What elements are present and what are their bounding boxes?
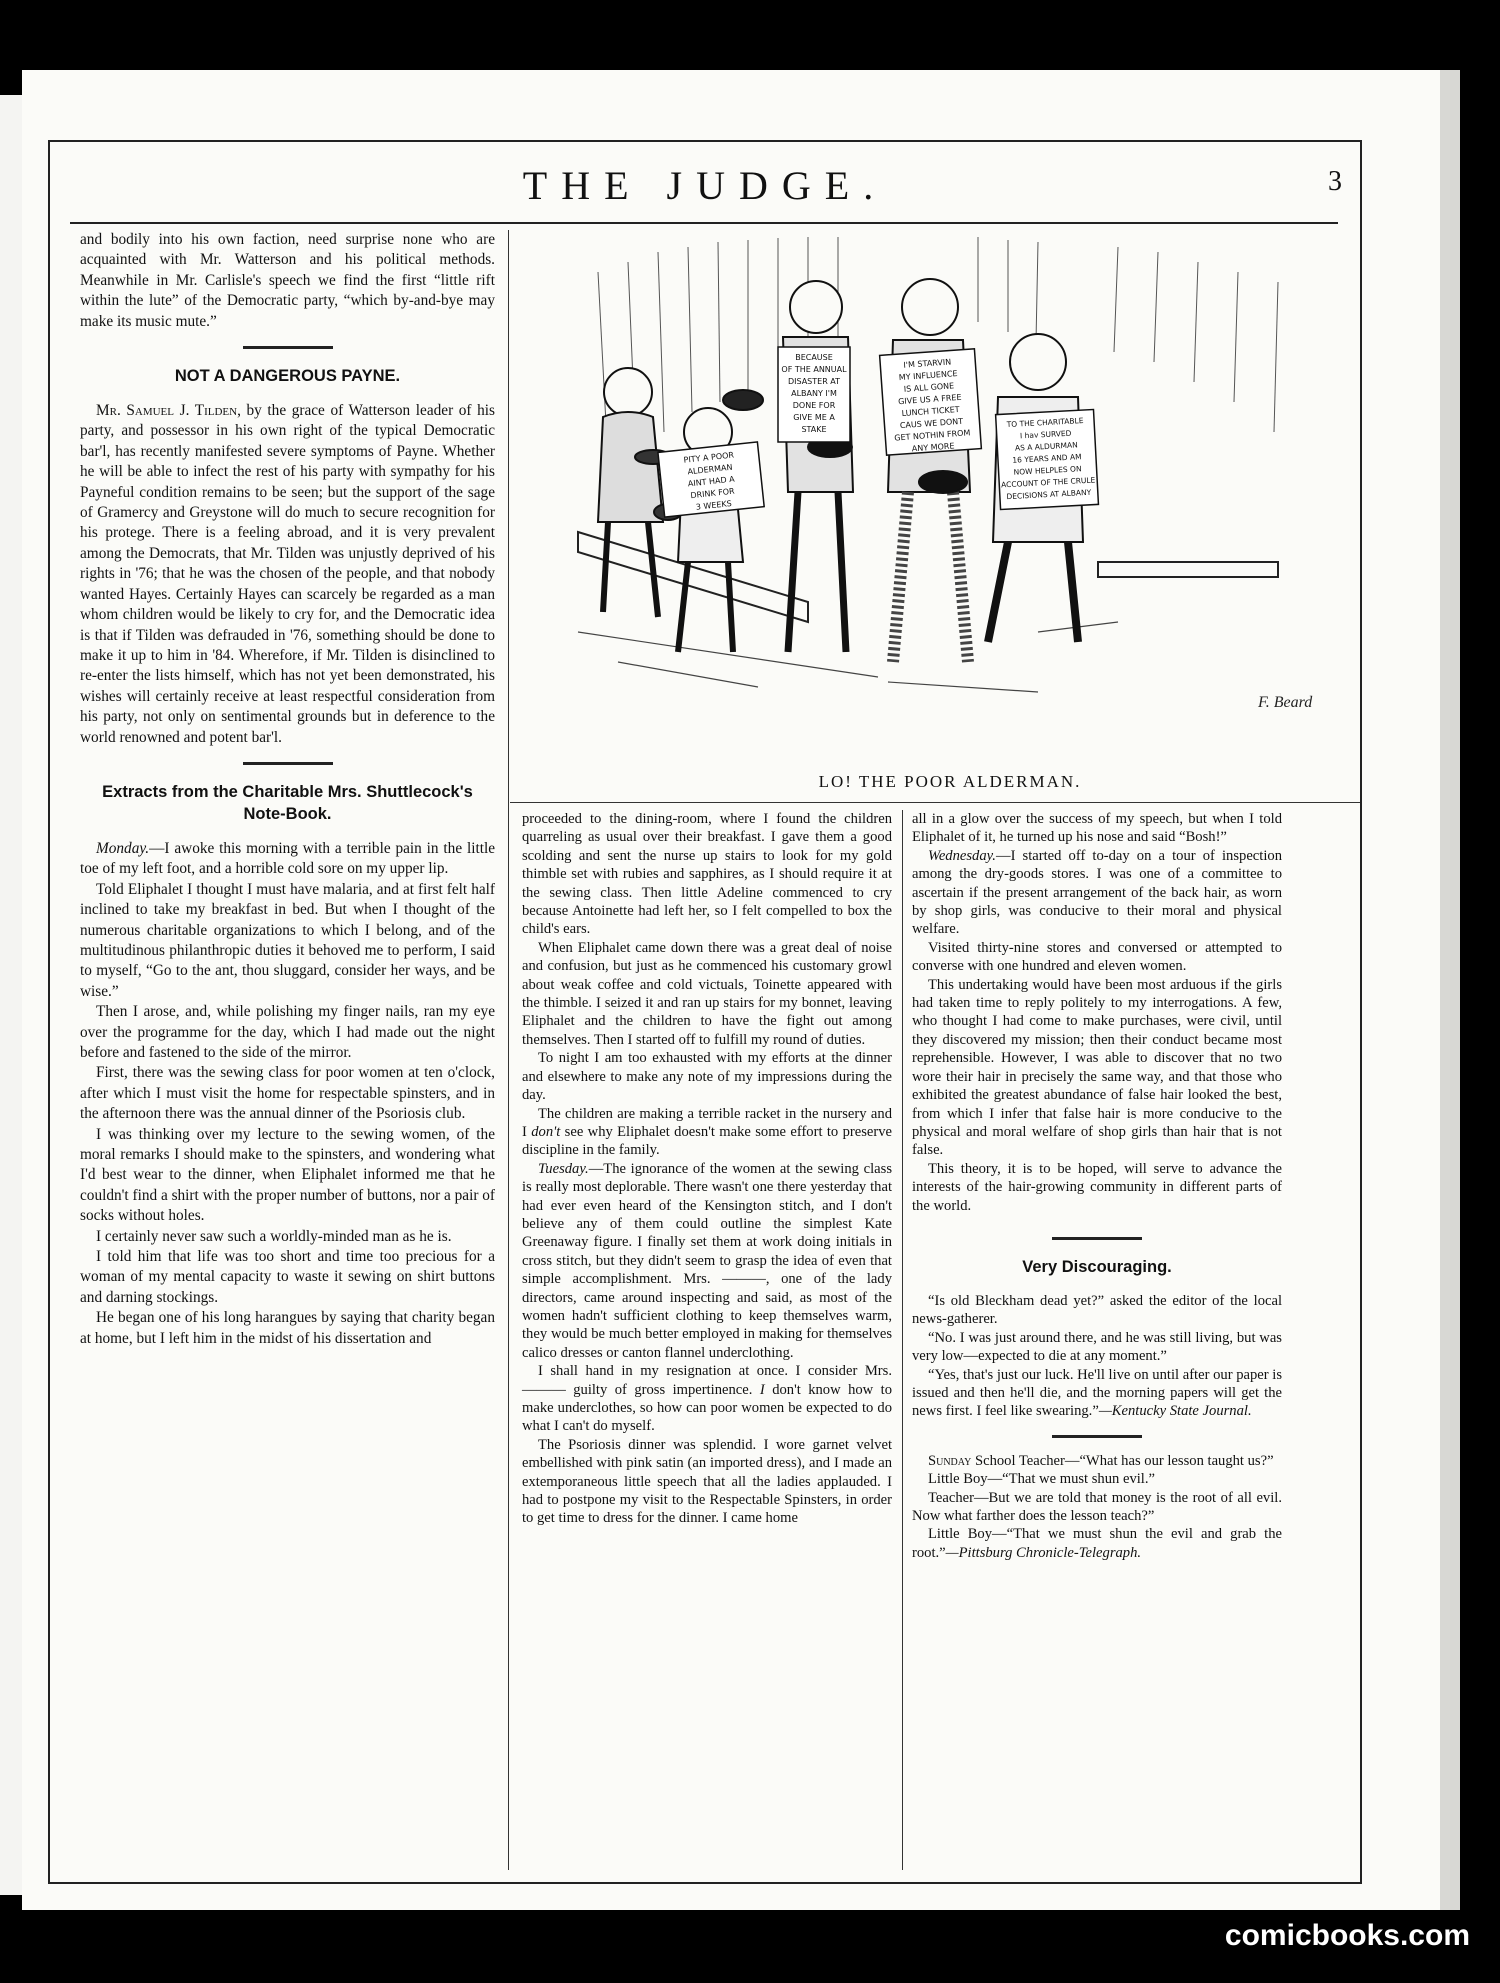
masthead: THE JUDGE. <box>522 163 888 208</box>
paragraph: Teacher—But we are told that money is the root of all evil. Now what farther does the lesson teach?” <box>912 1489 1282 1524</box>
article-heading-shuttlecock: Extracts from the Charitable Mrs. Shuttlecock's Note-Book. <box>102 782 473 823</box>
alderman-figure-4 <box>888 279 970 662</box>
paragraph: proceeded to the dining-room, where I found the children quarreling as usual over their breakfast. I gave them a good scolding and sent the nurse up stairs to look for my gold thimble set with rubies and sapphires, as I should require it at the sewing class. Then little Adeline commenced to cry because Antoinette had left her, so I felt compelled to box the child's ears. <box>522 811 892 938</box>
sign4-line: 16 YEARS AND AM <box>1012 452 1082 465</box>
sign3-line: MY INFLUENCE <box>898 369 958 383</box>
cartoon-illustration <box>558 232 1348 802</box>
site-watermark: comicbooks.com <box>1224 1919 1470 1952</box>
paragraph: I told him that life was too short and time too precious for a woman of my mental capacity to waste it sewing on shirt buttons and darning stockings. <box>80 1248 495 1306</box>
adjacent-page-edge <box>0 95 24 1895</box>
paragraph: Visited thirty-nine stores and conversed or attempted to converse with one hundred and eleven women. <box>912 939 1282 975</box>
paragraph: The children are making a terrible racket in the nursery and I don't see why Eliphalet doesn't make some effort to preserve discipline in the family. <box>522 1105 892 1159</box>
sign2-line: OF THE ANNUAL <box>781 365 847 374</box>
section-divider <box>1052 1435 1142 1438</box>
sign3-line: GIVE US A FREE <box>897 392 962 407</box>
tuesday-paragraph: Tuesday.—The ignorance of the women at the sewing class is really most deplorable. There wasn't one there yesterday that had ever even heard of the Kensington stitch, and I don't believe any of them could outline the simplest Kate Greenaway figure. I finally set them at work doing initials in cross stitch, but they didn't seem to grasp the idea of even that simple accomplishment. Mrs. ———, one of the lady directors, came around inspecting and said, as most of the women hadn't sufficient clothing to keep themselves warm, they would be much better employed in making for themselves calico dresses or canton flannel underclothing. <box>522 1160 892 1361</box>
paragraph: Little Boy—“That we must shun evil.” <box>928 1471 1155 1488</box>
column-rule-2 <box>902 810 903 1870</box>
alderman-figure-1 <box>598 368 671 617</box>
paragraph: Then I arose, and, while polishing my finger nails, ran my eye over the programme for the day, which I had made out the night before and fastened to the side of the mirror. <box>80 1003 495 1061</box>
sign4-line: TO THE CHARITABLE <box>1006 416 1084 430</box>
sign2-line: BECAUSE <box>795 353 833 362</box>
sign3-line: CAUS WE DONT <box>899 416 964 431</box>
page-number: 3 <box>1328 166 1342 197</box>
paragraph: Little Boy—“That we must shun the evil and grab the root.”—Pittsburg Chronicle-Telegraph. <box>912 1526 1282 1561</box>
sign1-line: DRINK FOR <box>690 486 736 501</box>
monday-paragraph: Monday.—I awoke this morning with a terrible pain in the little toe of my left foot, and a horrible cold sore on my upper lip. <box>80 839 495 878</box>
paragraph: Sunday School Teacher—“What has our lesson taught us?” <box>928 1452 1274 1469</box>
sign3-line: LUNCH TICKET <box>901 404 960 418</box>
sign4-line: ACCOUNT OF THE CRULE <box>1000 475 1096 490</box>
paragraph: I shall hand in my resignation at once. I consider Mrs. ——— guilty of gross impertinence. I don't know how to make underclothes, so how can poor women be expected to do what I can't do myself. <box>522 1363 893 1435</box>
paragraph: all in a glow over the success of my speech, but when I told Eliphalet of it, he turned up his nose and said “Bosh!” <box>912 811 1282 846</box>
cartoon-bottom-rule <box>510 802 1360 803</box>
sign4-line: AS A ALDURMAN <box>1014 440 1078 453</box>
cartoon-caption: LO! THE POOR ALDERMAN. <box>818 772 1082 791</box>
sign2-line: DISASTER AT <box>787 377 841 386</box>
paragraph: To night I am too exhausted with my efforts at the dinner and elsewhere to make any note of my impressions during the day. <box>522 1050 892 1104</box>
sign4-line: I hav SURVED <box>1019 428 1072 441</box>
paragraph: I certainly never saw such a worldly-minded man as he is. <box>96 1227 452 1245</box>
sign2-line: ALBANY I'M <box>791 389 837 398</box>
sign1-line: ALDERMAN <box>687 462 733 477</box>
cartoon-drawing <box>558 232 1348 732</box>
page-frame <box>48 140 1362 1884</box>
artist-signature: F. Beard <box>1258 694 1313 711</box>
sign3-line: IS ALL GONE <box>903 381 955 394</box>
alderman-figure-3 <box>783 281 853 652</box>
payne-lead: Mr. Samuel J. Tilden, <box>96 402 241 420</box>
sign3-line: ANY MORE <box>911 441 955 454</box>
sign3-line: GET NOTHIN FROM <box>894 428 971 443</box>
article-heading-discouraging: Very Discouraging. <box>1022 1257 1172 1276</box>
column-1 <box>80 230 495 1349</box>
column-rule-1 <box>508 230 509 1870</box>
sign2-line: DONE FOR <box>792 401 836 410</box>
paragraph: First, there was the sewing class for poor women at ten o'clock, after which I must visit the home for respectable spinsters, and in the afternoon there was the annual dinner of the Psoriosis club. <box>80 1064 495 1123</box>
page-shadow <box>1440 70 1460 1910</box>
sign4-line: DECISIONS AT ALBANY <box>1006 487 1092 502</box>
article-heading-payne: NOT A DANGEROUS PAYNE. <box>174 367 401 386</box>
header-rule <box>70 222 1338 224</box>
column-2 <box>522 810 892 1528</box>
paragraph: “Is old Bleckham dead yet?” asked the editor of the local news-gatherer. <box>912 1292 1282 1328</box>
paragraph: “No. I was just around there, and he was still living, but was very low—expected to die at any moment.” <box>912 1329 1282 1365</box>
paragraph: The Psoriosis dinner was splendid. I wore garnet velvet embellished with pink satin (an imported dress), and I made an extemporaneous little speech that all the ladies applauded. I had to postpone my visit to the Respectable Spinsters, in order to get time to dress for the dinner. I came home <box>522 1436 892 1527</box>
intro-paragraph: and bodily into his own faction, need surprise none who are acquainted with Mr. Watterson and his political methods. Meanwhile in Mr. Carlisle's speech we find the first “little rift within the lute” of the Democratic party, “which by-and-bye may make its music mute.” <box>80 231 495 330</box>
section-divider <box>243 346 333 349</box>
paragraph: I was thinking over my lecture to the sewing women, of the moral remarks I should make to the spinsters, and wondering what I'd best wear to the dinner, when Eliphalet informed me that he couldn't find a shirt with the proper number of buttons, nor a pair of socks without holes. <box>80 1125 495 1225</box>
section-divider <box>1052 1237 1142 1240</box>
sign1-line: PITY A POOR <box>683 450 735 465</box>
paragraph: “Yes, that's just our luck. He'll live on until after our paper is issued and then he'll die, and the morning papers will get the news first. I feel like swearing.”—Kentucky State Journal. <box>912 1366 1282 1420</box>
payne-paragraph: Mr. Samuel J. Tilden, by the grace of Watterson leader of his party, and possessor in his own right of the typical Democratic bar'l, has recently manifested severe symptoms of Payne. Whether he will be able to infect the rest of his party with sympathy for his Payneful condition remains to be seen; but the support of the sage of Gramercy and Greystone will do much to secure recognition for his protege. There is a feeling abroad, and it is very prevalent among the Democrats, that Mr. Tilden was unjustly deprived of his rights in '76; that he was the chosen of the people, and that nobody wanted Hayes. Certainly Hayes can scarcely be regarded as a man whom children would be likely to cry for, and the Democratic idea is that if Tilden was defrauded in '76, something should be done to make it up to him in '84. Wherefore, if Mr. Tilden is disinclined to re-enter the lists himself, which has not yet been demonstrated, his wishes will certainly receive at least respectful consideration from his party, not only on sentimental grounds but in deference to the world renowned and potent bar'l. <box>80 402 495 746</box>
sign2-line: STAKE <box>801 425 827 434</box>
sign1-line: AINT HAD A <box>687 474 736 489</box>
paragraph: Told Eliphalet I thought I must have malaria, and at first felt half inclined to take my breakfast in bed. But when I thought of the numerous charitable organizations to which I belong, and of the multitudinous philanthropic duties it behoved me to perform, I said to myself, “Go to the ant, thou sluggard, consider her ways, and be wise.” <box>80 880 495 1000</box>
column-3 <box>912 810 1282 1562</box>
section-divider <box>243 762 333 765</box>
wednesday-paragraph: Wednesday.—I started off to-day on a tour of inspection among the dry-goods stores. I was one of a committee to ascertain if the present arrangement of the back hair, as worn by shop girls, was conducive to their moral and physical welfare. <box>912 847 1282 938</box>
paragraph: When Eliphalet came down there was a great deal of noise and confusion, but just as he commenced his customary growl about weak coffee and cold victuals, Toinette appeared with the thimble. I seized it and ran up stairs for my bonnet, leaving Eliphalet and the children to have the fight out among themselves. Then I started off to fulfill my round of duties. <box>522 939 892 1048</box>
paragraph: This undertaking would have been most arduous if the girls had taken time to reply politely to my interrogations. A few, who thought I had come to make purchases, were civil, until they discovered my mission; then their conduct became most reprehensible. However, I was able to discover that no two wore their hair in precisely the same way, and that those who exhibited the greatest abundance of false hair looked the best, from which I infer that false hair is more conducive to the physical and moral welfare of shop girls than hair that is not false. <box>912 976 1282 1159</box>
alderman-figure-2 <box>654 390 763 652</box>
sign3-line: I'M STARVIN <box>903 357 952 370</box>
sign1-line: 3 WEEKS <box>695 498 733 512</box>
paragraph: This theory, it is to be hoped, will serve to advance the interests of the hair-growing community in different parts of the world. <box>912 1160 1282 1214</box>
sign2-line: GIVE ME A <box>793 413 835 422</box>
paragraph: He began one of his long harangues by saying that charity began at home, but I left him in the midst of his dissertation and <box>80 1309 495 1347</box>
sign4-line: NOW HELPLES ON <box>1013 464 1082 477</box>
